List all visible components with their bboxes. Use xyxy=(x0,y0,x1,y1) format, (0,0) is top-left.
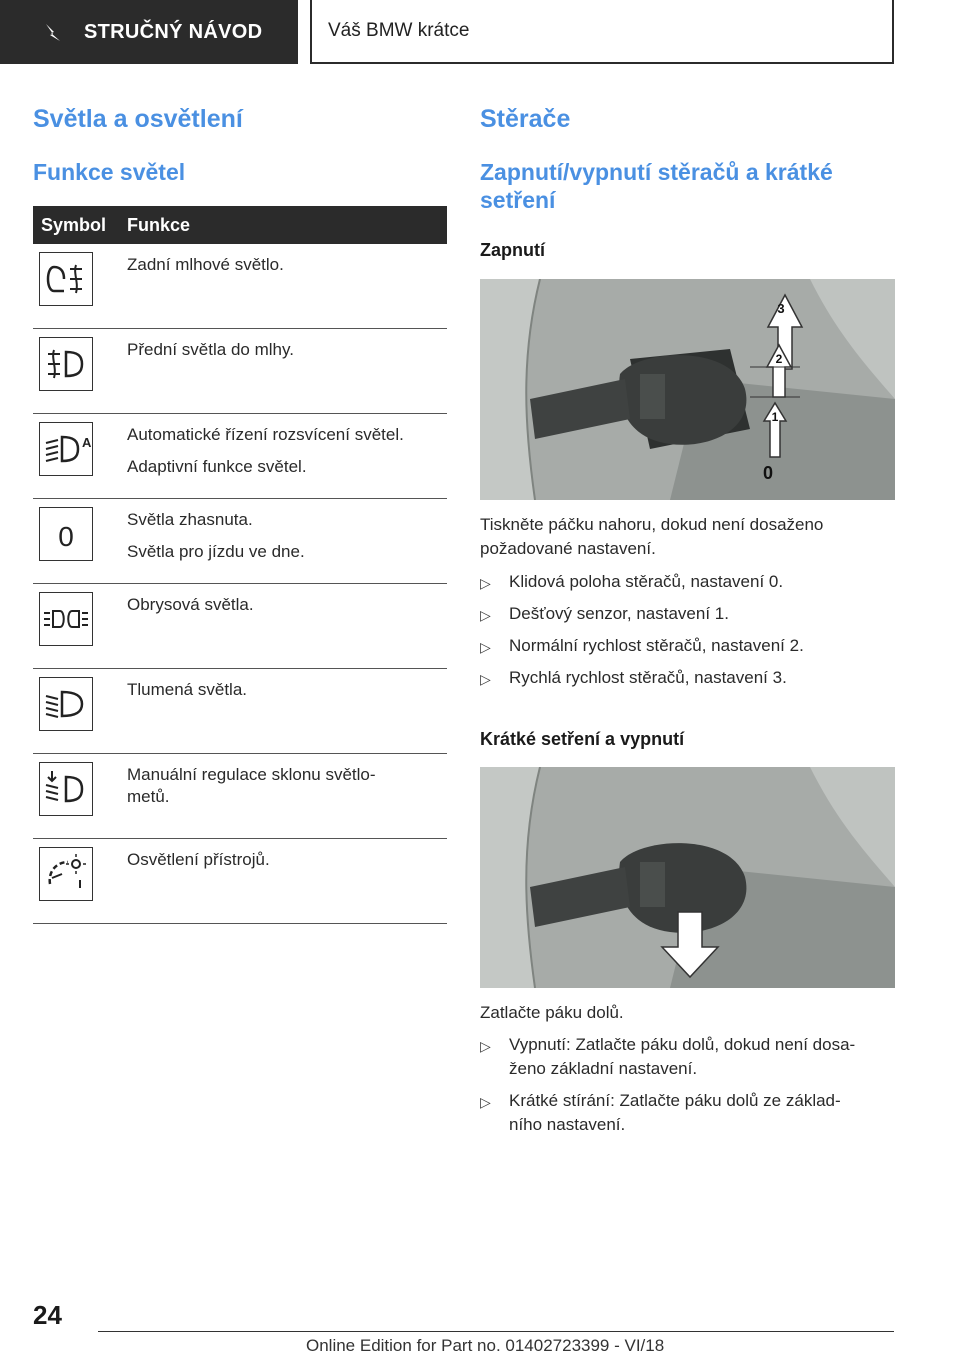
symbol-cell xyxy=(33,244,127,329)
list-item-text: Normální rychlost stěračů, nastavení 2. xyxy=(509,636,804,655)
bullet-triangle-icon: ▷ xyxy=(480,607,491,623)
page-number: 24 xyxy=(33,1300,62,1330)
list-item-text: Krátké stírání: Zatlačte páku dolů ze základ- ního nastavení. xyxy=(509,1091,841,1134)
list-item xyxy=(480,570,896,594)
col-symbol: Symbol xyxy=(33,206,127,244)
rear-fog-light-icon xyxy=(39,252,93,306)
chapter-title: Váš BMW krátce xyxy=(328,20,470,41)
lights-title: Světla a osvětlení xyxy=(33,105,243,133)
table-row xyxy=(33,839,447,924)
setting-1-label: 1 xyxy=(771,410,779,424)
svg-text:0: 0 xyxy=(58,521,74,552)
instrument-lighting-icon xyxy=(39,847,93,901)
function-text: Manuální regulace sklonu světlo- metů. xyxy=(127,765,376,806)
function-text: Zadní mlhové světlo. xyxy=(127,255,284,274)
symbol-cell xyxy=(33,669,127,754)
lights-off-icon xyxy=(39,507,93,561)
function-cell xyxy=(127,754,447,839)
list-item-text: Vypnutí: Zatlačte páku dolů, dokud není dosa- ženo základní nastavení. xyxy=(509,1035,856,1078)
function-text: Automatické řízení rozsvícení světel. xyxy=(127,425,404,444)
switch-on-heading: Zapnutí xyxy=(480,240,545,260)
function-cell xyxy=(127,584,447,669)
svg-text:A: A xyxy=(82,435,92,450)
edition-footer: Online Edition for Part no. 01402723399 - VI/18 xyxy=(306,1336,665,1355)
list-item xyxy=(480,1089,896,1137)
function-text: Světla pro jízdu ve dne. xyxy=(127,542,305,561)
section-label: STRUČNÝ NÁVOD xyxy=(84,20,263,43)
col-function: Funkce xyxy=(127,206,447,244)
function-cell xyxy=(127,414,447,499)
symbol-cell xyxy=(33,754,127,839)
function-text: Osvětlení přístrojů. xyxy=(127,850,270,869)
symbol-cell xyxy=(33,499,127,584)
list-item xyxy=(480,1033,896,1081)
low-beam-icon xyxy=(39,677,93,731)
bullet-triangle-icon: ▷ xyxy=(480,1094,491,1110)
wiper-lever-down-photo xyxy=(480,767,895,988)
list-item-text: Klidová poloha stěračů, nastavení 0. xyxy=(509,572,784,591)
bullet-triangle-icon: ▷ xyxy=(480,639,491,655)
footer-divider xyxy=(98,1331,894,1332)
wipers-title: Stěrače xyxy=(480,105,571,133)
table-row xyxy=(33,584,447,669)
setting-0-label: 0 xyxy=(762,463,774,483)
headlight-range-control-icon xyxy=(39,762,93,816)
list-item xyxy=(480,602,896,626)
setting-2-label: 2 xyxy=(775,352,783,366)
wiper-lever-up-photo xyxy=(480,279,895,500)
brief-wipe-intro: Zatlačte páku dolů. xyxy=(480,1003,624,1022)
bullet-triangle-icon: ▷ xyxy=(480,671,491,687)
switch-on-intro: Tiskněte páčku nahoru, dokud není dosaženo požadované nastavení. xyxy=(480,515,824,558)
list-item-text: Rychlá rychlost stěračů, nastavení 3. xyxy=(509,668,787,687)
table-row xyxy=(33,244,447,329)
function-text: Adaptivní funkce světel. xyxy=(127,457,307,476)
function-cell xyxy=(127,244,447,329)
parking-lights-icon xyxy=(39,592,93,646)
function-cell xyxy=(127,839,447,924)
quick-reference-icon xyxy=(42,21,64,43)
function-text: Obrysová světla. xyxy=(127,595,254,614)
bullet-triangle-icon: ▷ xyxy=(480,575,491,591)
symbol-cell xyxy=(33,329,127,414)
brief-wipe-heading: Krátké setření a vypnutí xyxy=(480,729,685,749)
function-text: Přední světla do mlhy. xyxy=(127,340,294,359)
function-cell xyxy=(127,499,447,584)
light-functions-subtitle: Funkce světel xyxy=(33,159,186,185)
function-text: Tlumená světla. xyxy=(127,680,247,699)
front-fog-light-icon xyxy=(39,337,93,391)
light-functions-table xyxy=(33,206,447,924)
symbol-cell xyxy=(33,414,127,499)
automatic-headlight-icon xyxy=(39,422,93,476)
setting-3-label: 3 xyxy=(777,301,785,316)
symbol-cell xyxy=(33,584,127,669)
symbol-cell xyxy=(33,839,127,924)
function-cell xyxy=(127,329,447,414)
bullet-triangle-icon: ▷ xyxy=(480,1038,491,1054)
table-row xyxy=(33,499,447,584)
function-cell xyxy=(127,669,447,754)
table-row xyxy=(33,329,447,414)
wipers-subtitle: Zapnutí/vypnutí stěračů a krátké setření xyxy=(480,159,833,213)
list-item-text: Dešťový senzor, nastavení 1. xyxy=(509,604,729,623)
chapter-header xyxy=(310,0,894,64)
table-row xyxy=(33,414,447,499)
list-item xyxy=(480,666,896,690)
table-row xyxy=(33,669,447,754)
function-text: Světla zhasnuta. xyxy=(127,510,253,529)
table-row xyxy=(33,754,447,839)
list-item xyxy=(480,634,896,658)
section-tab xyxy=(0,0,298,64)
